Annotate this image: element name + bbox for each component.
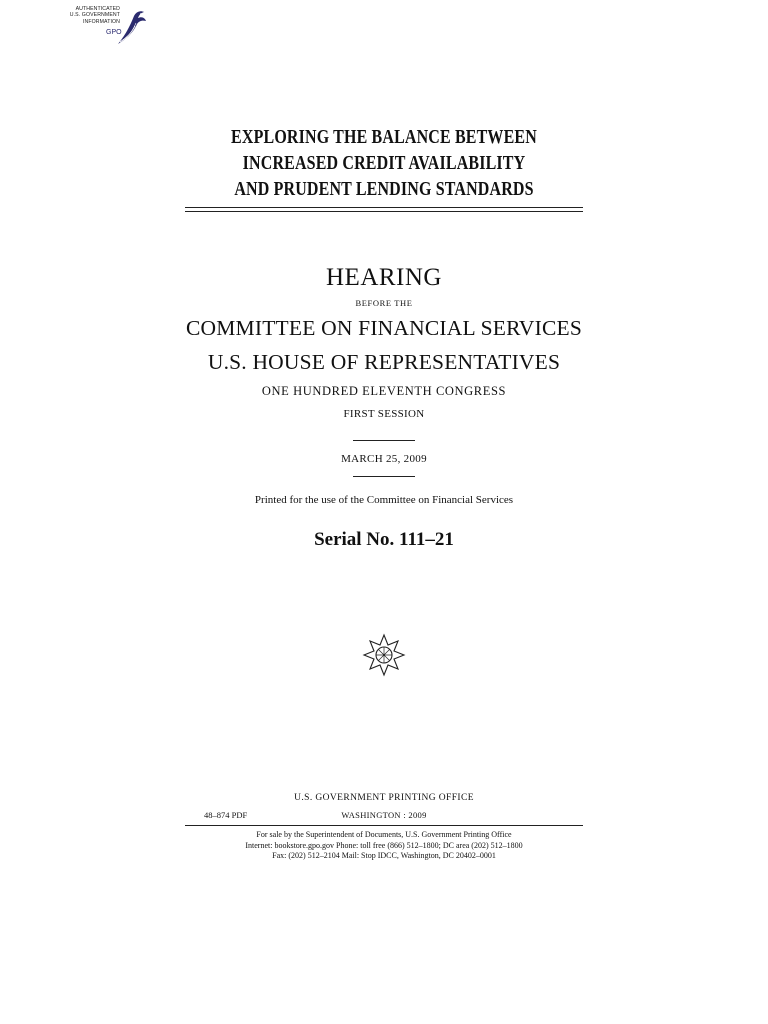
title-rule-top (185, 207, 583, 208)
committee-name: COMMITTEE ON FINANCIAL SERVICES (185, 316, 583, 340)
date-rule-bottom (353, 476, 415, 477)
gpo-authenticated-logo (58, 4, 148, 48)
gpo-seal-icon (362, 632, 406, 678)
date-rule-top (353, 440, 415, 441)
logo-line-1: AUTHENTICATED (75, 6, 120, 12)
hearing-date: MARCH 25, 2009 (341, 453, 427, 465)
imprint-place: WASHINGTON (341, 810, 401, 820)
sale-line-1: For sale by the Superintendent of Documents, U.S. Government Printing Office (256, 830, 512, 839)
logo-line-3: INFORMATION (82, 18, 120, 25)
logo-line-2: U.S. GOVERNMENT (69, 12, 120, 19)
printing-office: U.S. GOVERNMENT PRINTING OFFICE (294, 793, 474, 803)
title-line-2: INCREASED CREDIT AVAILABILITY (242, 152, 526, 174)
document-title (84, 124, 683, 202)
house-name: U.S. HOUSE OF REPRESENTATIVES (207, 350, 561, 374)
title-rule-bottom (185, 211, 583, 212)
logo-caption (58, 6, 120, 25)
hearing-heading: HEARING (326, 264, 442, 291)
imprint-rule (185, 825, 583, 826)
logo-gpo-mark: GPO (106, 29, 122, 36)
serial-number: Serial No. 111–21 (314, 529, 454, 550)
eagle-icon (114, 4, 148, 48)
session-label: FIRST SESSION (343, 408, 425, 420)
title-line-3: AND PRUDENT LENDING STANDARDS (234, 178, 534, 200)
imprint-separator: : (403, 810, 406, 820)
job-number: 48–874 PDF (204, 810, 248, 820)
sale-information (0, 830, 768, 862)
title-line-1: EXPLORING THE BALANCE BETWEEN (231, 126, 537, 148)
sale-line-2: Internet: bookstore.gpo.gov Phone: toll free (866) 512–1800; DC area (202) 512–1800 (245, 840, 523, 850)
before-the-label: BEFORE THE (355, 298, 413, 308)
congress-name: ONE HUNDRED ELEVENTH CONGRESS (261, 384, 507, 398)
printed-for-note: Printed for the use of the Committee on Financial Services (254, 494, 514, 506)
imprint-year: 2009 (408, 810, 427, 820)
sale-line-3: Fax: (202) 512–2104 Mail: Stop IDCC, Washington, DC 20402–0001 (272, 851, 496, 860)
imprint-place-year (0, 810, 768, 820)
